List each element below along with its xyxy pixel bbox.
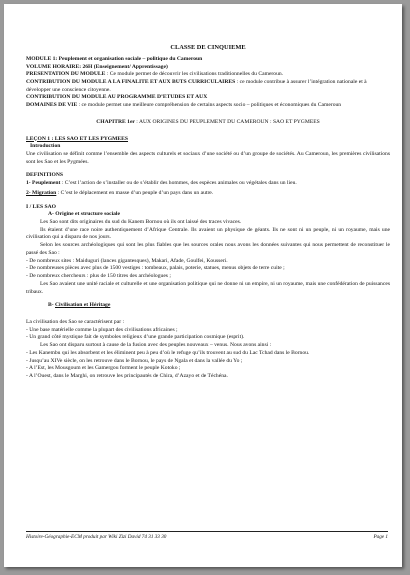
paragraph-a4: Les Sao avaient une unité raciale et culturelle et une organisation politique qui ne donne ni un empire, ni un royaume, mais une confédération de puissances tribaux.	[26, 280, 390, 295]
list-item-b1: - Une base matérielle comme la plupart des civilisations africaines ;	[26, 326, 178, 333]
paragraph-b2: Les Sao ont disparu surtout à cause de la fusion avec des peuples nouveaux – venus. Nous avons ainsi :	[40, 342, 272, 349]
presentation-text: : Ce module permet de découvrir les civilisations traditionnelles du Cameroun.	[105, 71, 284, 78]
module-line: MODULE 1: Peuplement et organisation sociale – politique du Cameroun	[26, 55, 203, 62]
lesson-title: LEÇON 1 : LES SAO ET LES PYGMEES	[26, 135, 129, 142]
definition-peuplement	[26, 180, 390, 188]
programme-line: CONTRIBUTION DU MODULE AU PROGRAMME D’ETUDES ET AUX	[26, 94, 208, 101]
chapter-heading	[26, 119, 390, 127]
page-footer	[26, 531, 388, 540]
subsection-b-heading	[26, 302, 390, 310]
volume-label: VOLUME HORAIRE	[26, 63, 80, 70]
list-item-a1: - De nombreux sites : Maiduguri (lances gigantesques), Makari, Afade, Goulfei, Kousseri.	[26, 257, 228, 264]
presentation-line	[26, 71, 390, 79]
list-item-a3: - De nombreux chercheurs : plus de 150 titres des archéologues ;	[26, 273, 171, 280]
finalite-text: : ce module contribue à assurer l’intégration nationale et à développer une conscience citoyenne.	[26, 78, 367, 93]
def2-label: 2- Migration	[26, 189, 57, 196]
list-item-a2: - De nombreuses pièces avec plus de 1500 vestiges : tombeaux, palais, poterie, statues, menus objets de terre cuite ;	[26, 265, 285, 272]
domaines-text: : ce module permet une meilleure compréhension de certains aspects socio – politiques et économiques du Cameroun	[77, 102, 342, 109]
section-heading-sao: I / LES SAO	[26, 203, 57, 210]
list-item-b5: - A l’Est, les Mousgoum et les Gamergou forment le peuple Kotoko ;	[26, 365, 181, 372]
definition-migration	[26, 190, 390, 198]
paragraph-a1: Les Sao sont dits originaires du sud du Kanem Bornou où ils ont laissé des traces vivaces.	[40, 219, 242, 226]
chapter-text: : AUX ORIGINES DU PEUPLEMENT DU CAMEROUN : SAO ET PYGMEES	[134, 118, 320, 125]
volume-value: : 26H (Enseignement/ Apprentissage)	[79, 63, 168, 70]
paragraph-a2: Ils étaient d’une race noire authentiquement d’Afrique Centrale. Ils avaient un physique de géants. Ils ne sont ni un peuple, ni un royaume, mais une civilisation qui a disparu de nos jours.	[26, 226, 390, 241]
finalite-label: CONTRIBUTION DU MODULE A LA FINALITE ET AUX BUTS CURRICULAIRES	[26, 78, 236, 85]
domaines-line	[26, 102, 390, 110]
def1-text: : C’est l’action de s’installer ou de s’établir des hommes, des espèces animales ou végétales dans un lieu.	[60, 180, 297, 187]
page-number: Page 1	[373, 534, 388, 540]
finalite-line	[26, 79, 390, 94]
paragraph-a3: Selon les sources archéologiques qui sont les plus fiables que les sources orales nous avons les données suivantes qui nous permettent de reconstituer le passé des Sao :	[26, 242, 390, 256]
subsection-a-heading: A- Origine et structure sociale	[48, 211, 120, 218]
intro-text: Une civilisation se définit comme l’ensemble des aspects culturels et sociaux d’une société ou d’un groupe de sociétés. Au Cameroun, les premières civilisations sont les Sao et les Pygmées.	[26, 151, 390, 165]
subsection-b-title: Civilisation et Héritage	[55, 302, 111, 309]
paragraph-b1: La civilisation des Sao se caractérisent par :	[26, 318, 125, 325]
subsection-b-prefix: B-	[48, 302, 55, 309]
list-item-b2: - Un grand côté mystique fait de symboles religieux d’une grande participation cosmique (esprit).	[26, 334, 245, 341]
def1-label: 1- Peuplement	[26, 180, 61, 187]
definitions-heading: DEFINITIONS	[26, 172, 63, 179]
volume-line	[26, 64, 390, 72]
def2-text: : C’est le déplacement en masse d’un peuple d’un pays dans un autre.	[56, 189, 214, 196]
document-page	[4, 4, 402, 567]
footer-credit: Histoire-Géographie-ECM produit par Wiki Zizi David 74 31 33 30	[26, 534, 167, 540]
list-item-b3: - Les Kanembu qui les absorbent et les éliminent peu à peu d’où le refuge qu’ils trouvent au sud du Lac Tchad dans le Bornou.	[26, 349, 310, 356]
intro-heading: Introduction	[30, 143, 61, 150]
chapter-label: CHAPITRE 1er	[96, 118, 135, 125]
list-item-b4: - Jusqu’au XIVe siècle, on les retrouve dans le Bornou, le pays de Ngala et dans la vallée du Yo ;	[26, 357, 243, 364]
list-item-b6: - A l’Ouest, dans le Marghi, on retrouve les principautés de Chira, d’Azayo et de Téchéna.	[26, 372, 228, 379]
presentation-label: PRESENTATION DU MODULE	[26, 71, 106, 78]
domaines-label: DOMAINES DE VIE	[26, 102, 78, 109]
document-title: CLASSE DE CINQUIEME	[170, 44, 246, 51]
document-body	[26, 44, 390, 381]
